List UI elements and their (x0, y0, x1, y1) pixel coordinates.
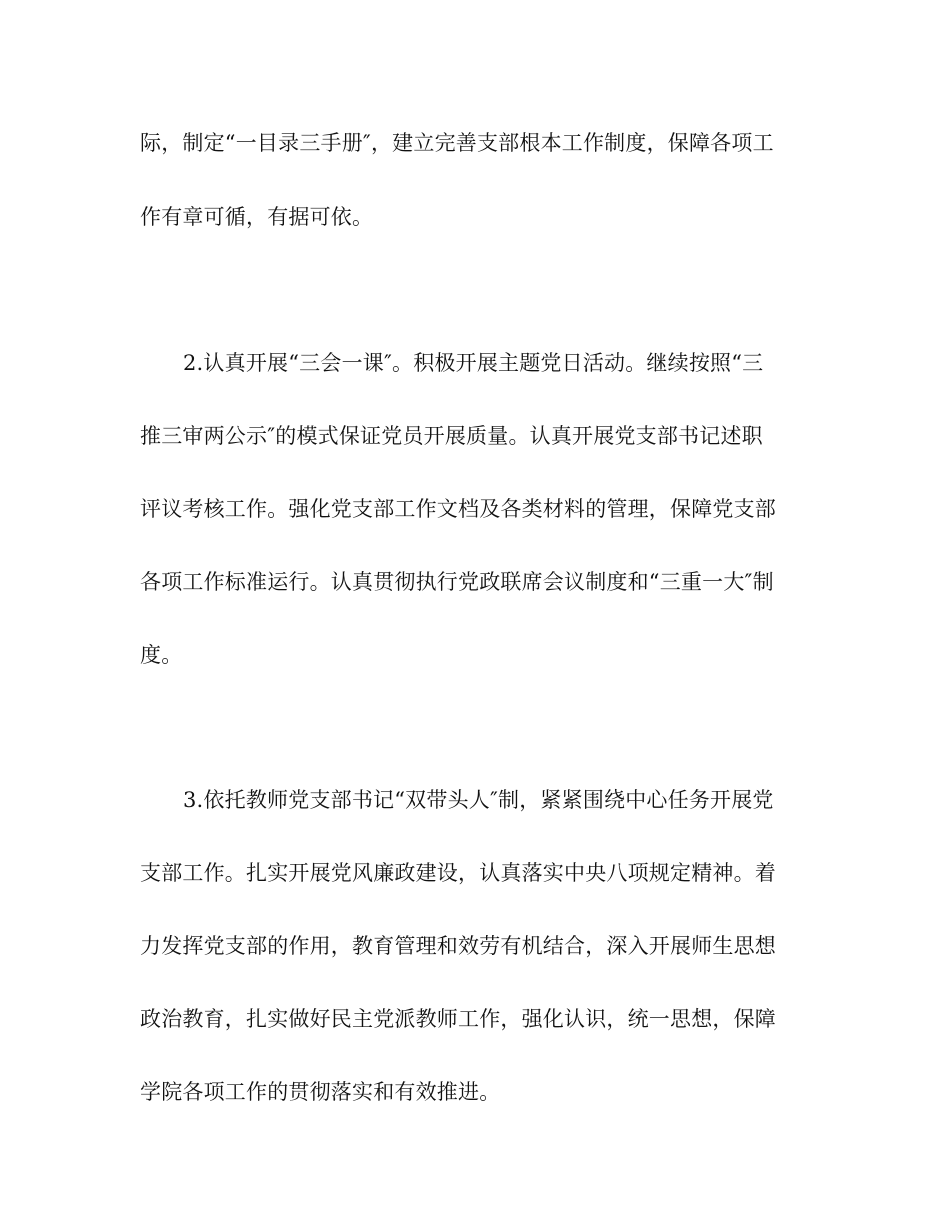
paragraph-line: 学院各项工作的贯彻落实和有效推进。 (140, 1080, 501, 1104)
paragraph-line: 作有章可循，有据可依。 (140, 205, 374, 229)
paragraph-line: 际，制定“一目录三手册″，建立完善支部根本工作制度，保障各项工 (140, 131, 774, 155)
paragraph-line: 支部工作。扎实开展党风廉政建设，认真落实中央八项规定精神。着 (140, 861, 776, 885)
paragraph-line: 政治教育，扎实做好民主党派教师工作，强化认识，统一思想，保障 (140, 1007, 776, 1031)
paragraph-line: 力发挥党支部的作用，教育管理和效劳有机结合，深入开展师生思想 (140, 934, 776, 958)
paragraph-line: 推三审两公示″的模式保证党员开展质量。认真开展党支部书记述职 (140, 424, 763, 448)
paragraph-line: 度。 (140, 643, 183, 667)
paragraph-line: 3.依托教师党支部书记“双带头人″制，紧紧围绕中心任务开展党 (183, 788, 774, 812)
paragraph-line: 各项工作标准运行。认真贯彻执行党政联席会议制度和“三重一大″制 (140, 570, 774, 594)
paragraph-line: 2.认真开展“三会一课″。积极开展主题党日活动。继续按照“三 (183, 351, 764, 375)
paragraph-line: 评议考核工作。强化党支部工作文档及各类材料的管理，保障党支部 (140, 497, 776, 521)
